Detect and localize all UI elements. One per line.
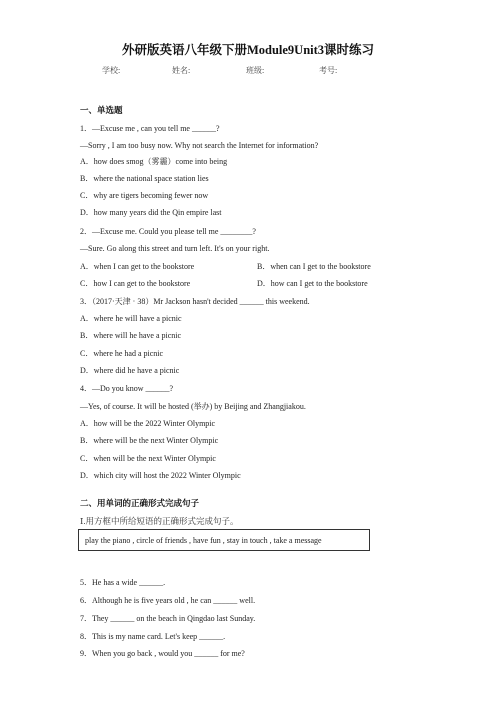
section-2-instruction: Ⅰ.用方框中所给短语的正确形式完成句子。 [80,516,239,526]
question-3-option-c: C．where he had a picnic [80,349,164,358]
class-field: 班级: [246,66,265,75]
name-field: 姓名: [172,66,191,75]
section-heading-word-forms: 二、用单词的正确形式完成句子 [80,499,200,509]
question-2-option-a: A．when I can get to the bookstore [80,262,195,271]
question-2-option-c: C．how I can get to the bookstore [80,279,191,288]
question-6: 6．Although he is five years old , he can ______ well. [80,596,256,605]
question-3-stem: 3．（2017·天津 · 38）Mr Jackson hasn't decided ______ this weekend. [80,297,310,306]
question-2-reply: —Sure. Go along this street and turn left. It's on your right. [80,244,270,253]
question-1-option-d: D．how many years did the Qin empire last [80,208,222,217]
question-1-option-a: A．how does smog（雾霾）come into being [80,157,228,166]
question-1-option-b: B．where the national space station lies [80,174,209,183]
school-field: 学校: [102,66,121,75]
phrase-box-text: play the piano , circle of friends , have fun , stay in touch , take a message [85,536,322,545]
question-4-stem: 4．—Do you know ______? [80,384,174,393]
question-2-stem: 2．—Excuse me. Could you please tell me ________? [80,227,256,236]
question-2-option-b: B．when can I get to the bookstore [257,262,371,271]
question-4-option-b: B．where will be the next Winter Olympic [80,436,219,445]
question-1-option-c: C．why are tigers becoming fewer now [80,191,209,200]
section-heading-single-choice: 一、单选题 [80,106,123,116]
question-8: 8．This is my name card. Let's keep ______. [80,632,226,641]
question-4-option-c: C．when will be the next Winter Olympic [80,454,216,463]
question-7: 7．They ______ on the beach in Qingdao last Sunday. [80,614,256,623]
question-3-option-d: D．where did he have a picnic [80,366,180,375]
question-3-option-b: B．where will he have a picnic [80,331,182,340]
question-3-option-a: A．where he will have a picnic [80,314,182,323]
question-5: 5．He has a wide ______. [80,578,166,587]
question-4-option-a: A．how will be the 2022 Winter Olympic [80,419,216,428]
number-field: 考号: [319,66,338,75]
question-2-option-d: D．how can I get to the bookstore [257,279,368,288]
question-4-reply: —Yes, of course. It will be hosted (举办) by Beijing and Zhangjiakou. [80,402,306,411]
worksheet-title: 外研版英语八年级下册Module9Unit3课时练习 [121,43,375,57]
question-1-reply: —Sorry , I am too busy now. Why not search the Internet for information? [80,141,319,150]
phrase-box [78,529,370,551]
question-4-option-d: D．which city will host the 2022 Winter Olympic [80,471,241,480]
question-1-stem: 1．—Excuse me , can you tell me ______? [80,124,220,133]
question-9: 9．When you go back , would you ______ for me? [80,649,245,658]
